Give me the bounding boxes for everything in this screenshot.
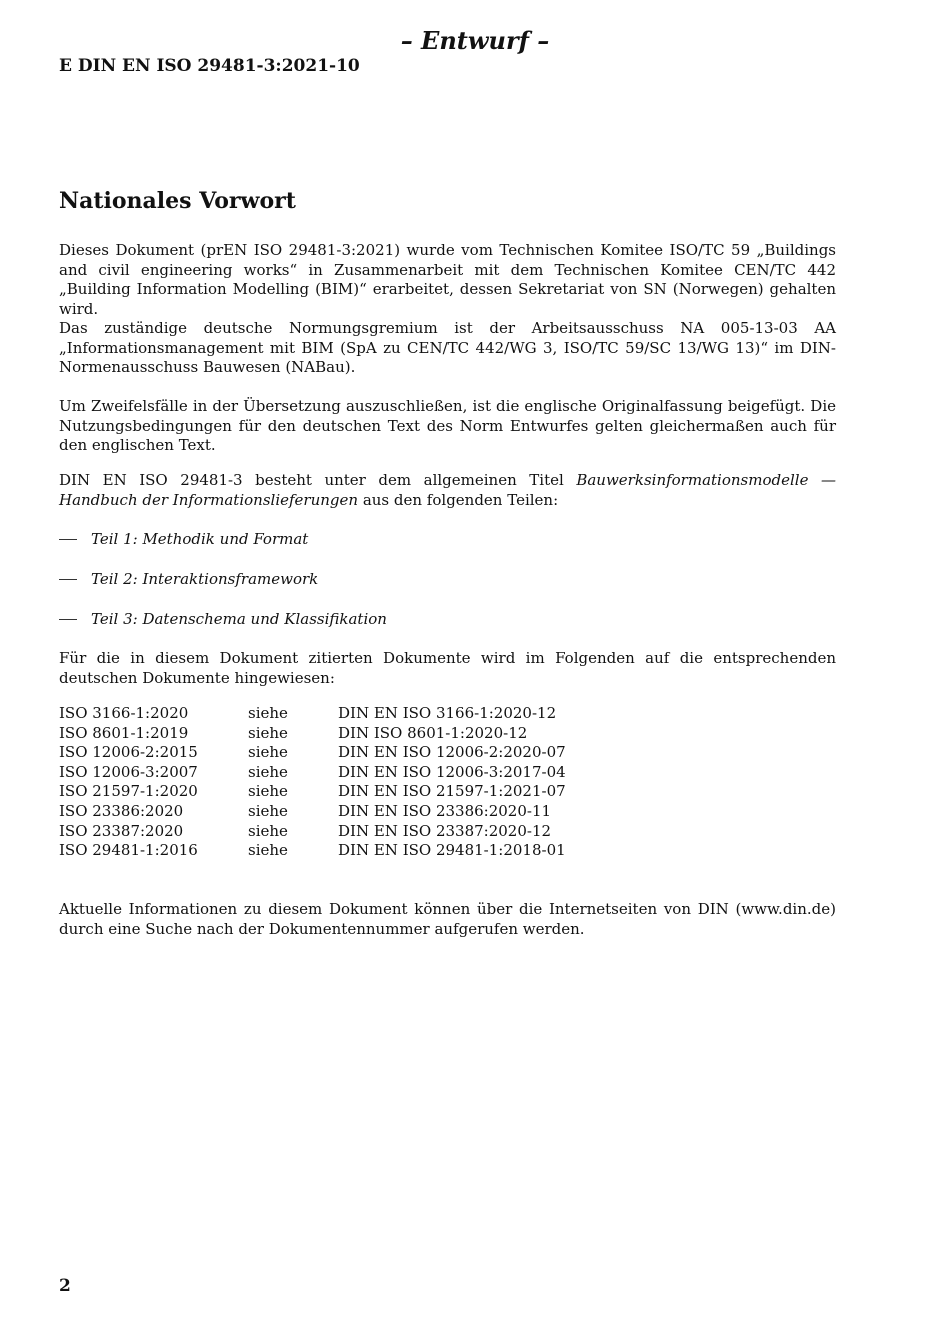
dash-icon xyxy=(59,619,77,620)
series-title: Bauwerksinformationsmodelle — Handbuch der Informationslieferungen xyxy=(59,471,836,509)
din-reference: DIN EN ISO 12006-2:2020-07 xyxy=(338,743,566,762)
paragraph-references-intro: Für die in diesem Dokument zitierten Dokumente wird im Folgenden auf die entsprechenden deutschen Dokumente hingewiesen: xyxy=(59,649,836,687)
din-reference: DIN EN ISO 29481-1:2018-01 xyxy=(338,841,566,860)
iso-reference: ISO 12006-2:2015 xyxy=(59,743,198,762)
series-intro-post: aus den folgenden Teilen: xyxy=(358,490,559,509)
iso-reference: ISO 23387:2020 xyxy=(59,821,184,840)
part-label: Teil 3: Datenschema und Klassifikation xyxy=(91,610,387,628)
table-row xyxy=(59,841,566,861)
paragraph-committee: Dieses Dokument (prEN ISO 29481-3:2021) wurde vom Technischen Komitee ISO/TC 59 „Buildings and civil engineering works“ in Zusammenarbeit mit dem Technischen Komitee CEN/TC 442 „Building Information Modelling (BIM)“ erarbeitet, dessen Sekretariat von SN (Norwegen) gehalten wird. xyxy=(59,241,836,318)
part-label: Teil 2: Interaktionsframework xyxy=(91,570,319,588)
paragraph-national-body: Das zuständige deutsche Normungsgremium ist der Arbeitsausschuss NA 005-13-03 AA „Informationsmanagement mit BIM (SpA zu CEN/TC 442/WG 3, ISO/TC 59/SC 13/WG 13)“ im DIN-Normenausschuss Bauwesen (NABau). xyxy=(59,319,836,376)
see-label: siehe xyxy=(248,821,288,840)
list-item xyxy=(59,570,318,588)
paragraph-current-info: Aktuelle Informationen zu diesem Dokument können über die Internetseiten von DIN (www.din.de) durch eine Suche nach der Dokumentennummer aufgerufen werden. xyxy=(59,900,836,938)
table-row xyxy=(59,743,566,763)
paragraph-series-intro xyxy=(59,471,836,510)
din-reference: DIN EN ISO 23386:2020-11 xyxy=(338,801,552,820)
table-row xyxy=(59,724,566,744)
table-row xyxy=(59,704,566,724)
din-reference: DIN EN ISO 12006-3:2017-04 xyxy=(338,762,566,781)
series-intro-pre: DIN EN ISO 29481-3 besteht unter dem allgemeinen Titel xyxy=(59,471,577,489)
section-title: Nationales Vorwort xyxy=(59,188,296,214)
iso-reference: ISO 8601-1:2019 xyxy=(59,723,189,742)
page-number: 2 xyxy=(59,1276,71,1296)
reference-table xyxy=(59,704,566,861)
din-reference: DIN EN ISO 3166-1:2020-12 xyxy=(338,704,557,722)
list-item xyxy=(59,530,308,548)
iso-reference: ISO 23386:2020 xyxy=(59,801,184,820)
see-label: siehe xyxy=(248,762,288,781)
iso-reference: ISO 29481-1:2016 xyxy=(59,841,198,860)
table-row xyxy=(59,782,566,802)
list-item xyxy=(59,610,387,628)
see-label: siehe xyxy=(248,801,288,820)
dash-icon xyxy=(59,539,77,540)
din-reference: DIN EN ISO 21597-1:2021-07 xyxy=(338,782,566,801)
iso-reference: ISO 3166-1:2020 xyxy=(59,704,189,722)
table-row xyxy=(59,822,566,842)
dash-icon xyxy=(59,579,77,580)
document-number: E DIN EN ISO 29481-3:2021-10 xyxy=(59,56,360,76)
iso-reference: ISO 12006-3:2007 xyxy=(59,762,198,781)
table-row xyxy=(59,763,566,783)
din-reference: DIN EN ISO 23387:2020-12 xyxy=(338,821,552,840)
iso-reference: ISO 21597-1:2020 xyxy=(59,782,198,801)
see-label: siehe xyxy=(248,743,288,762)
table-row xyxy=(59,802,566,822)
see-label: siehe xyxy=(248,841,288,860)
see-label: siehe xyxy=(248,704,288,722)
part-label: Teil 1: Methodik und Format xyxy=(91,530,309,548)
draft-label: – Entwurf – xyxy=(400,26,550,55)
paragraph-translation-note: Um Zweifelsfälle in der Übersetzung auszuschließen, ist die englische Originalfassung beigefügt. Die Nutzungsbedingungen für den deutschen Text des Norm Entwurfes gelten gleichermaßen auch für den englischen Text. xyxy=(59,397,836,454)
see-label: siehe xyxy=(248,782,288,801)
din-reference: DIN ISO 8601-1:2020-12 xyxy=(338,723,528,742)
see-label: siehe xyxy=(248,723,288,742)
